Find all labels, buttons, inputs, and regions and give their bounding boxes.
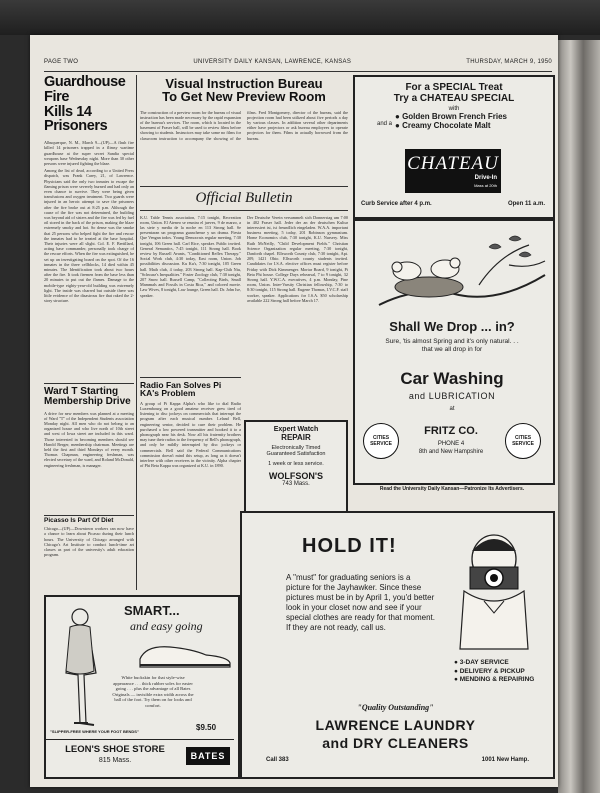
leons-slogan: "SLIPPER-FREE WHERE YOUR FOOT BENDS" (50, 729, 139, 734)
fritz-ad (353, 219, 555, 485)
easy-going-heading: and easy going (130, 619, 203, 633)
logo-text: CITIES SERVICE (370, 435, 392, 447)
headline-radio-fan: Radio Fan Solves Pi KA's Problem (140, 377, 241, 398)
wolfson-line-4: Guaranteed Satisfaction (266, 451, 326, 457)
fritz-at: at (449, 406, 455, 412)
chateau-and: and a (377, 121, 393, 127)
service-item: ● 3-DAY SERVICE (454, 659, 509, 666)
wolfson-ad (244, 420, 348, 516)
fritz-line-1: Shall We Drop ... in? (389, 319, 515, 334)
left-column (44, 75, 134, 590)
headline-guardhouse (44, 75, 134, 134)
dateline-paragraph: Albuquerque, N. M., March 9—(UP)—A flash fire killed 14 prisoners trapped in a flimsy wartime guardhouse at the super secret Sandia special weapons base Wednesday night. More than 30 other persons were injured fighting the blaze. (44, 140, 134, 166)
service-item-text: MENDING & REPAIRING (459, 676, 535, 683)
cities-service-logo-right (505, 423, 541, 459)
fritz-line-2: Sure, 'tis almost Spring and it's only natural. . . that we all drop in for (385, 338, 519, 353)
adjacent-page-edge (558, 40, 600, 793)
leons-shoe-ad (44, 595, 240, 779)
headline-line-1: Guardhouse Fire (44, 75, 126, 105)
hold-it-heading: HOLD IT! (302, 535, 397, 557)
bates-logo: BATES (186, 747, 230, 765)
smart-heading: SMART... (124, 603, 180, 618)
chateau-item-1: ● Golden Brown French Fries (395, 112, 507, 121)
chateau-open-hours: Open 11 a.m. (507, 201, 545, 207)
newspaper-page (30, 35, 558, 787)
story-ward-t: A drive for new members was planned at a meeting of Ward "T" of the Independent Students association Monday night. All men who do not belong to an organized house and who live north of 10th street and west of Iowa street are included in this ward. Those interested in becoming members should see Harold Berger, membership chairman. Meetings are held the first and third Mondays of every month. Thomas Chapman, engineering freshman, was elected secretary of the ward, and Roland McDonald, engineering freshman, is manager. (44, 410, 134, 468)
story-guardhouse-body: Among the list of dead, according to a United Press dispatch, was Frank Carey, 21, of Lawrence. Physicians said the only two inmates to escape the flaming prison were severely burned and had only an even chance to survive. They were being given transfusions and oxygen treatment. Two guards were injured in an heroic attempt to save the prisoners after the fire broke out at 8:25 p.m. Although the cause of the fire was not determined, the building was beyond aid of sisters and the fire was fed by fuel oil stored in the back of the prison, making the blaze extremely smoky and hot. So dense was the smoke that 25 persons who helped fight the fire and rescue the inmates had to be treated at the base hospital. Their injuries were all slight. Col. E. F. Bertillard, acting base commander, personally took charge of the rescue efforts. When the fire was extinguished, he set up an investigating board on the spot. Of the 16 inmates in the three cellblocks, 14 died within 45 minutes. The Identification took about two hours after the fire. It took firemen from the base less than 20 minutes to put out the flames. Damage to the mobile-type eighty-year-old building was extremely light. The inside was charred but outside there was little evidence of the disastrous fire that raked the 2-story structure. (44, 168, 134, 304)
story-preview-room: The construction of a preview room for the bureau of visual instruction has been made necessary by the rapid expansion of the bureau's services. The room, which is located in the basement of Fraser hall, will be used to review films before showing to students. Instructors may take some no films for classroom instruction to accompany the showing of the films. Fred Montgomery, director of the bureau, said the projection room had been utilized about five periods a day by various classes. In addition several other departments either have projectors or ask bureau employees to operate projectors for them. Films in actually borrowed from the bureau. (140, 109, 348, 141)
laundry-address: 1001 New Hamp. (481, 757, 529, 763)
wolfson-address: 743 Mass. (282, 481, 310, 487)
story-picasso: Chicago—(UP)—Downtown workers can now have a chance to learn about Picasso during their lunch hours. The University of Chicago arranged with Chicago's Art Institute to conduct lunch-time art classes as part of the university's adult education program. (44, 526, 134, 558)
leons-store-name: LEON'S SHOE STORE (65, 744, 165, 755)
headline-ward-t: Ward T Starting Membership Drive (44, 383, 134, 407)
wolfson-line-3: Electronically Timed (271, 445, 321, 451)
man-with-shoes-illustration (50, 603, 120, 733)
column-rule (136, 75, 137, 590)
service-item: ● DELIVERY & PICKUP (454, 667, 525, 675)
chateau-item-2-text: Creamy Chocolate Malt (402, 121, 491, 130)
leons-copy: White buckskin for that style-wise appearance . . . thick rubber soles for easier going . . . plus the advantage of all Bates Originals — invisible extra width across the ball of the foot. Try them on for looks and comfort. (112, 675, 194, 708)
film-top-border (0, 0, 600, 35)
issue-date: THURSDAY, MARCH 9, 1950 (466, 59, 552, 65)
laundry-name-2: and DRY CLEANERS (322, 735, 469, 751)
photographer-illustration (454, 531, 534, 651)
laundry-ad (240, 511, 555, 779)
bulletin-left-column (140, 215, 241, 531)
laundry-body: A "must" for graduating seniors is a picture for the Jayhawker. Since these pictures must be in by April 1, you'd better look in your closet now and see if your special clothes are ready for that moment. If they are not ready, call us. (286, 573, 435, 632)
chateau-sign (405, 149, 501, 193)
bulletin-right-text: Der Deutsche Verein versammelt sich Donnerstag um 7:00 in 402 Fraser hall. Jeder der an der deutschen Kultur interessiert ist, ist freundlich eingeladen. W.A.A. important business meeting, 5 today, 201 Robinson gymnasium. Home Economics club, 7:30 tonight, K.U. Nursery. Miss Ruth McNeilly, "Child Development Fields." Christian Science Organization regular meeting, 7:30 tonight, Danforth chapel. Ellsworth County club, 7:30 tonight, Apt. 209, 1421 Ohio. Ellsworth county students invited. Candidates for I.S.A. elective offices must register before Friday with Dick Kimmenger. Mortar Board, 9 tonight, Pi Beta Phi house. College Days rehearsal, 7 to 9 tonight, 32 Strong hall. Y.W.C.A. executives, 4 p.m. Monday, Pine room, Union. Inter-Varsity Christian fellowship, 7:30 to 8:30 tonight, 115 Strong hall. Eugene Thomas, I.V.C.F. staff worker, speaker. Applications for I.S.A. $50 scholarship available 222 Strong hall before March 17. (247, 214, 348, 303)
service-item: ● MENDING & REPAIRING (454, 676, 535, 683)
birds-nest-illustration (359, 225, 549, 315)
laundry-phone: Call 383 (266, 757, 289, 763)
service-item-text: DELIVERY & PICKUP (459, 667, 525, 675)
chateau-curb-service: Curb Service after 4 p.m. (361, 201, 432, 207)
wolfson-line-2: REPAIR (281, 433, 311, 442)
laundry-name-1: LAWRENCE LAUNDRY (315, 717, 476, 733)
chateau-sign-name: CHATEAU (407, 153, 499, 174)
quality-tagline: "Quality Outstanding" (357, 703, 434, 712)
headline-line-2: To Get New Preview Room (162, 89, 326, 105)
page-header (44, 59, 552, 72)
chateau-item-2: ● Creamy Chocolate Malt (395, 121, 491, 130)
chateau-sign-address: Mass at 20th (474, 183, 497, 188)
bulletin-title: Official Bulletin (140, 186, 348, 211)
shoe-illustration (136, 637, 236, 671)
page-number: PAGE TWO (44, 59, 79, 65)
service-list (454, 659, 534, 685)
patronize-line: Read the University Daily Kansan—Patronize Its Advertisers. (379, 486, 525, 492)
chateau-line-1: For a SPECIAL Treat (405, 82, 503, 93)
leons-price: $9.50 (196, 723, 217, 732)
fritz-phone: PHONE 4 (437, 441, 465, 447)
wolfson-line-1: Expert Watch (273, 426, 319, 433)
chateau-sign-sub: Drive-In (474, 175, 497, 181)
logo-text: CITIES SERVICE (512, 435, 534, 447)
fritz-name: FRITZ CO. (424, 425, 478, 437)
chateau-item-1-text: Golden Brown French Fries (402, 112, 507, 121)
leons-divider (46, 739, 234, 740)
headline-line-2: Kills 14 Prisoners (44, 103, 108, 135)
bulletin-left-text: K.U. Table Tennis association, 7:15 tonight, Recreation room, Union. El Ateneo se reunira el jueves, 9 de marzo, a las siete y media de la noche en 113 Strong hall. Se presentaran un programa guanchense y un drama. Fiesta Que Vengan todos. Young Democrats regular meeting, 7:30 tonight, 106 Green hall. Carl Rice, speaker. Public invited. General Semantics, 7:45 tonight, 111 Strong hall. Book review by Russell Avants, "Conditioned Reflex Therapy." Social Work club, 4:30 today, East room, Union. Job possibilities discussion. Ku Ku's, 7:30 tonight, 105 Green hall. Math club, 4 today, 203 Strong hall. Kap-Chih Niu, "Schwarz's Inequalities." Foster Zoology club, 7:30 tonight, 207 Snow hall. Russell Camp, "Collecting Birds, Small Mammals and Fossils in Costa Rica," and colored movie. Law Wives, 8 tonight, Law lounge, Green hall. Dr. John Ise, speaker. (140, 214, 241, 298)
headline-line-1: Visual Instruction Bureau (165, 76, 323, 91)
cities-service-logo-left (363, 423, 399, 459)
headline-visual-instruction (140, 77, 348, 104)
story-radio-fan: A group of Pi Kappa Alpha's who like to dial Radio Luxembourg on a good amateur receiver grew tired of listening to disc jockeys on commercials that interrupt the program after each musical number. Leland Bell, engineering senior, decided to cure their problem. He purchased a low powered transmitter and hooked it to a phonograph near his desk. Now all his fraternity brothers may tune their radios to the frequency of Bell's phonograph, and only be mildly interrupted by disc jockeys or commercials. Bell said the Federal Communications commission doesn't mind this setup, as long as it doesn't interfere with other receivers in the vicinity. Alpha chapter of Phi Beta Kappa was organized at K.U. in 1890. (140, 400, 241, 469)
headline-picasso: Picasso Is Part Of Diet (44, 515, 134, 525)
leons-address: 815 Mass. (98, 757, 132, 764)
wolfson-name: WOLFSON'S (268, 471, 324, 481)
fritz-sub-line: and LUBRICATION (408, 391, 496, 401)
chateau-line-2: Try a CHATEAU SPECIAL (393, 93, 515, 104)
paper-name: UNIVERSITY DAILY KANSAN, LAWRENCE, KANSAS (193, 59, 352, 65)
service-item-text: 3-DAY SERVICE (459, 659, 509, 666)
fritz-big-line: Car Washing (400, 369, 504, 388)
chateau-ad (353, 75, 555, 219)
chateau-with: with (448, 106, 460, 112)
fritz-address: 8th and New Hampshire (418, 449, 484, 455)
wolfson-line-5: 1 week or less service. (268, 461, 324, 467)
